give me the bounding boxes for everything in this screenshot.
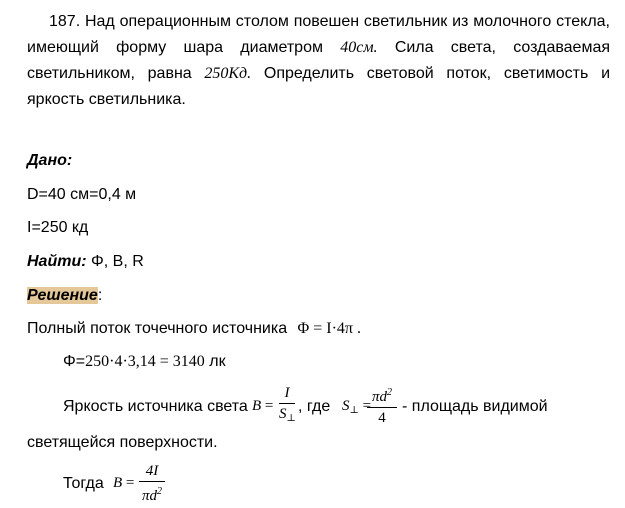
problem-text-2b: Сила света, создаваемая	[394, 39, 611, 56]
solution-header	[27, 287, 102, 305]
b-lhs: B =	[252, 398, 274, 414]
flux-line	[27, 320, 361, 338]
flux-text: Полный поток точечного источника	[27, 320, 288, 337]
b2-lhs: B =	[113, 475, 135, 491]
problem-line-4	[27, 87, 610, 113]
area-text: - площадь видимой	[402, 398, 548, 415]
problem-line-1	[27, 9, 610, 35]
intensity-value: 250Кд.	[204, 65, 252, 82]
b2-numerator: 4I	[145, 463, 159, 479]
flux-formula: Φ = I·4π .	[297, 320, 361, 337]
b-fraction	[279, 384, 295, 428]
find-line	[27, 253, 144, 271]
given-intensity: I=250 кд	[27, 219, 89, 236]
calc-line	[63, 353, 226, 371]
s-denominator: 4	[378, 410, 386, 426]
s-lhs: $S_\perp$ =	[342, 398, 372, 416]
b-denominator: $S_\perp$	[279, 406, 296, 424]
find-value: Φ, B, R	[91, 253, 144, 270]
problem-text-3b: Определить световой поток, светимость и	[263, 65, 611, 82]
b2-denominator: $\pi d^2$	[141, 486, 162, 504]
given-title: Дано:	[27, 152, 73, 169]
problem-line-3	[27, 61, 610, 87]
calc-prefix: Φ=	[63, 353, 86, 370]
then-text: Тогда	[63, 475, 104, 492]
b2-fraction	[139, 462, 165, 505]
s-fraction	[367, 384, 397, 427]
where-text: , где	[298, 398, 331, 415]
problem-text-1: 187. Над операционным столом повешен светильник из молочного стекла,	[49, 13, 610, 30]
problem-text-4: яркость светильника.	[27, 91, 186, 108]
brightness-text: Яркость источника света	[63, 398, 248, 415]
calc-unit: лк	[209, 353, 226, 370]
problem-text-2a: имеющий форму шара диаметром	[27, 39, 323, 56]
b-numerator: I	[284, 385, 290, 401]
solution-colon: :	[97, 287, 103, 304]
s-numerator: $\pi d^2$	[371, 387, 392, 405]
problem-line-2	[27, 35, 610, 61]
area-text-2: светящейся поверхности.	[27, 434, 218, 451]
problem-text-3a: светильником, равна	[27, 65, 192, 82]
given-diameter: D=40 см=0,4 м	[27, 186, 137, 203]
calc-formula: 250·4·3,14 = 3140	[85, 353, 205, 370]
solution-label: Решение	[27, 287, 98, 304]
find-label: Найти:	[27, 253, 87, 270]
diameter-value: 40см.	[340, 39, 378, 56]
